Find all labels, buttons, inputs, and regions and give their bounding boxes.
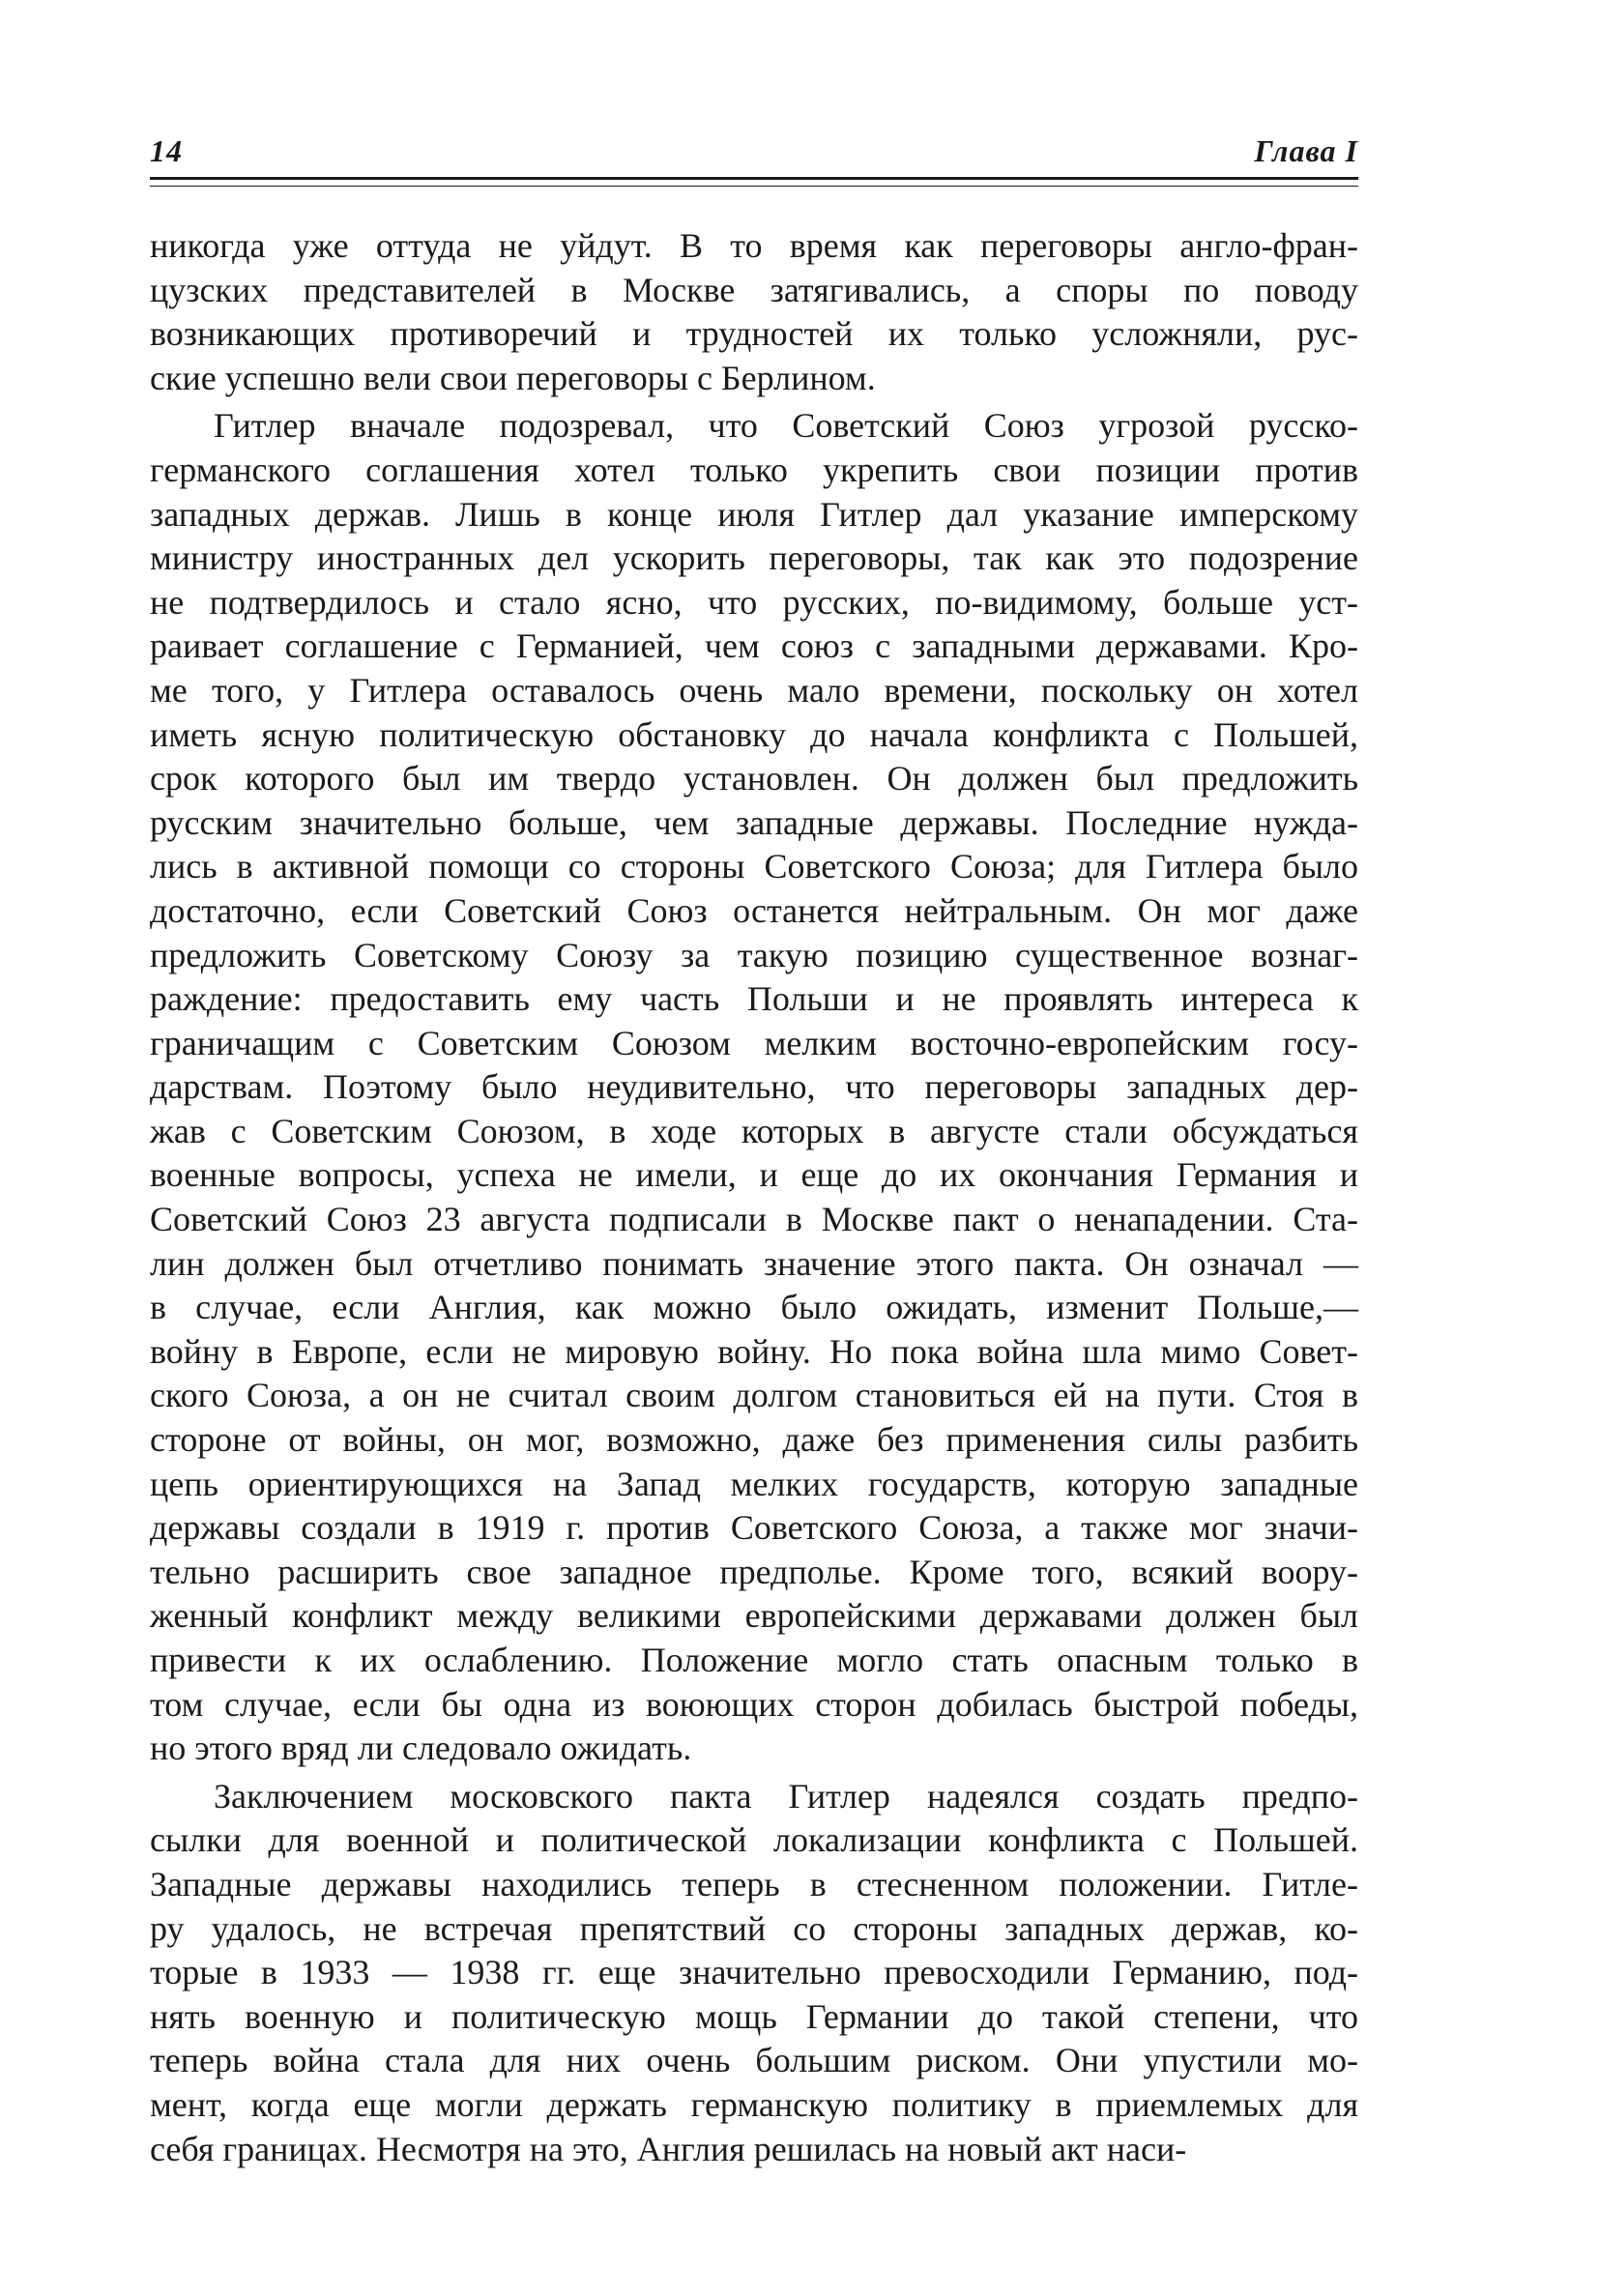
text-line: срок которого был им твердо установлен. Он должен был предложить xyxy=(150,759,1358,799)
text-line: раждение: предоставить ему часть Польши и не проявлять интереса к xyxy=(150,979,1358,1019)
text-line: нять военную и политическую мощь Германии до такой степени, что xyxy=(150,1996,1358,2036)
text-line: том случае, если бы одна из воюющих сторон добилась быстрой победы, xyxy=(150,1684,1358,1724)
text-line: не подтвердилось и стало ясно, что русских, по-видимому, больше уст- xyxy=(150,582,1358,622)
text-line: западных держав. Лишь в конце июля Гитлер дал указание имперскому xyxy=(150,494,1358,534)
page-number: 14 xyxy=(150,133,183,168)
chapter-title: Глава I xyxy=(1254,133,1358,168)
text-line: достаточно, если Советский Союз останется нейтральным. Он мог даже xyxy=(150,890,1358,930)
text-line: ру удалось, не встречая препятствий со стороны западных держав, ко- xyxy=(150,1908,1358,1948)
text-line: военные вопросы, успеха не имели, и еще до их окончания Германия и xyxy=(150,1155,1358,1195)
text-line: себя границах. Несмотря на это, Англия решилась на новый акт наси- xyxy=(150,2129,1187,2168)
text-line: привести к их ослаблению. Положение могло стать опасным только в xyxy=(150,1641,1358,1679)
text-line: лись в активной помощи со стороны Советского Союза; для Гитлера было xyxy=(150,847,1358,886)
text-line: но этого вряд ли следовало ожидать. xyxy=(150,1729,692,1768)
text-line: ского Союза, а он не считал своим долгом становиться ей на пути. Стоя в xyxy=(150,1376,1358,1415)
text-line: в случае, если Англия, как можно было ожидать, изменит Польше,— xyxy=(150,1288,1358,1327)
text-line: жав с Советским Союзом, в ходе которых в августе стали обсуждаться xyxy=(150,1111,1358,1150)
text-line: иметь ясную политическую обстановку до начала конфликта с Польшей, xyxy=(150,714,1358,754)
header-rule-thin xyxy=(150,186,1358,187)
text-line: министру иностранных дел ускорить переговоры, так как это подозрение xyxy=(150,538,1358,578)
text-line: возникающих противоречий и трудностей их только усложняли, рус- xyxy=(150,314,1358,354)
text-line: войну в Европе, если не мировую войну. Но пока война шла мимо Совет- xyxy=(150,1331,1358,1371)
paragraph xyxy=(150,404,1358,1770)
paragraph xyxy=(150,1775,1358,2171)
body-text xyxy=(150,224,1358,2171)
text-line: никогда уже оттуда не уйдут. В то время как переговоры англо-фран- xyxy=(150,226,1358,265)
text-line: Гитлер вначале подозревал, что Советский Союз угрозой русско- xyxy=(214,406,1358,446)
text-line: раивает соглашение с Германией, чем союз с западными державами. Кро- xyxy=(150,626,1358,666)
text-line: лин должен был отчетливо понимать значение этого пакта. Он означал — xyxy=(150,1243,1358,1283)
text-line: цузских представителей в Москве затягивались, а споры по поводу xyxy=(150,270,1358,309)
text-line: Заключением московского пакта Гитлер надеялся создать предпо- xyxy=(214,1776,1358,1816)
text-line: предложить Советскому Союзу за такую позицию существенное вознаг- xyxy=(150,935,1358,974)
text-line: ме того, у Гитлера оставалось очень мало времени, поскольку он хотел xyxy=(150,670,1358,710)
text-line: торые в 1933 — 1938 гг. еще значительно превосходили Германию, под- xyxy=(150,1953,1358,1992)
text-line: сылки для военной и политической локализации конфликта с Польшей. xyxy=(150,1820,1358,1860)
text-line: женный конфликт между великими европейскими державами должен был xyxy=(150,1596,1358,1636)
text-line: ские успешно вели свои переговоры с Берлином. xyxy=(150,358,876,397)
text-line: Западные державы находились теперь в стесненном положении. Гитле- xyxy=(150,1864,1358,1904)
text-line: державы создали в 1919 г. против Советского Союза, а также мог значи- xyxy=(150,1508,1358,1548)
text-line: германского соглашения хотел только укрепить свои позиции против xyxy=(150,450,1358,489)
running-header xyxy=(150,133,1358,182)
text-line: цепь ориентирующихся на Запад мелких государств, которую западные xyxy=(150,1464,1358,1503)
text-line: дарствам. Поэтому было неудивительно, что переговоры западных дер- xyxy=(150,1067,1358,1107)
text-line: граничащим с Советским Союзом мелким восточно-европейским госу- xyxy=(150,1023,1358,1062)
text-line: стороне от войны, он мог, возможно, даже без применения силы разбить xyxy=(150,1420,1358,1460)
header-rule xyxy=(150,177,1358,180)
text-line: теперь война стала для них очень большим риском. Они упустили мо- xyxy=(150,2041,1358,2080)
text-line: Советский Союз 23 августа подписали в Москве пакт о ненападении. Ста- xyxy=(150,1200,1358,1239)
text-line: мент, когда еще могли держать германскую политику в приемлемых для xyxy=(150,2084,1358,2124)
text-line: тельно расширить свое западное предполье. Кроме того, всякий воору- xyxy=(150,1552,1358,1591)
paragraph xyxy=(150,224,1358,400)
text-line: русским значительно больше, чем западные державы. Последние нужда- xyxy=(150,802,1358,842)
